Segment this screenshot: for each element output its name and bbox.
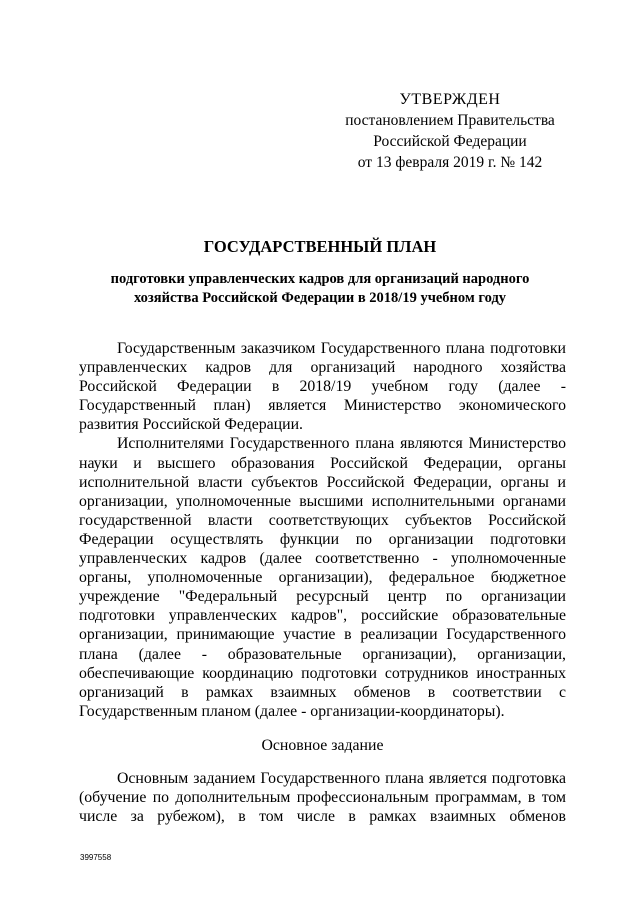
approval-stamp xyxy=(330,89,570,173)
approval-line-1: постановлением Правительства xyxy=(345,112,555,129)
document-subtitle-line-1: подготовки управленческих кадров для организаций народного xyxy=(110,271,530,287)
paragraph-customer: Государственным заказчиком Государственного плана подготовки управленческих кадров для организаций народного хозяйства Российской Федерации в 2018/19 учебном году (далее - Государственный план) является Министерство экономического развития Российской Федерации. xyxy=(79,340,566,434)
document-subtitle xyxy=(60,270,580,308)
document-title-block xyxy=(60,236,580,308)
section-heading-main-task: Основное задание xyxy=(261,736,384,754)
document-number: 3997558 xyxy=(80,853,112,862)
paragraph-main-task: Основным заданием Государственного плана является подготовка (обучение по дополнительным профессиональным программам, в том числе за рубежом), в том числе в рамках взаимных обменов xyxy=(79,769,566,826)
document-body xyxy=(79,339,566,826)
approval-heading: УТВЕРЖДЕН xyxy=(399,91,501,108)
approval-line-2: Российской Федерации xyxy=(373,133,527,150)
document-subtitle-line-2: хозяйства Российской Федерации в 2018/19 учебном году xyxy=(133,290,507,306)
approval-line-3: от 13 февраля 2019 г. № 142 xyxy=(357,154,543,171)
paragraph-executors: Исполнителями Государственного плана являются Министерство науки и высшего образования Российской Федерации, органы исполнительной власти субъектов Российской Федерации, органы и организации, уполномоченные высшими исполнительными органами государственной власти соответствующих субъектов Российской Федерации осуществлять функции по организации подготовки управленческих кадров (далее соответственно - уполномоченные органы, уполномоченные организации), федеральное бюджетное учреждение "Федеральный ресурсный центр по организации подготовки управленческих кадров", российские образовательные организации, принимающие участие в реализации Государственного плана (далее - образовательные организации), организации, обеспечивающие координацию подготовки сотрудников иностранных организаций в рамках взаимных обменов в соответствии с Государственным планом (далее - организации-координаторы). xyxy=(79,435,566,720)
document-title: ГОСУДАРСТВЕННЫЙ ПЛАН xyxy=(203,237,437,256)
